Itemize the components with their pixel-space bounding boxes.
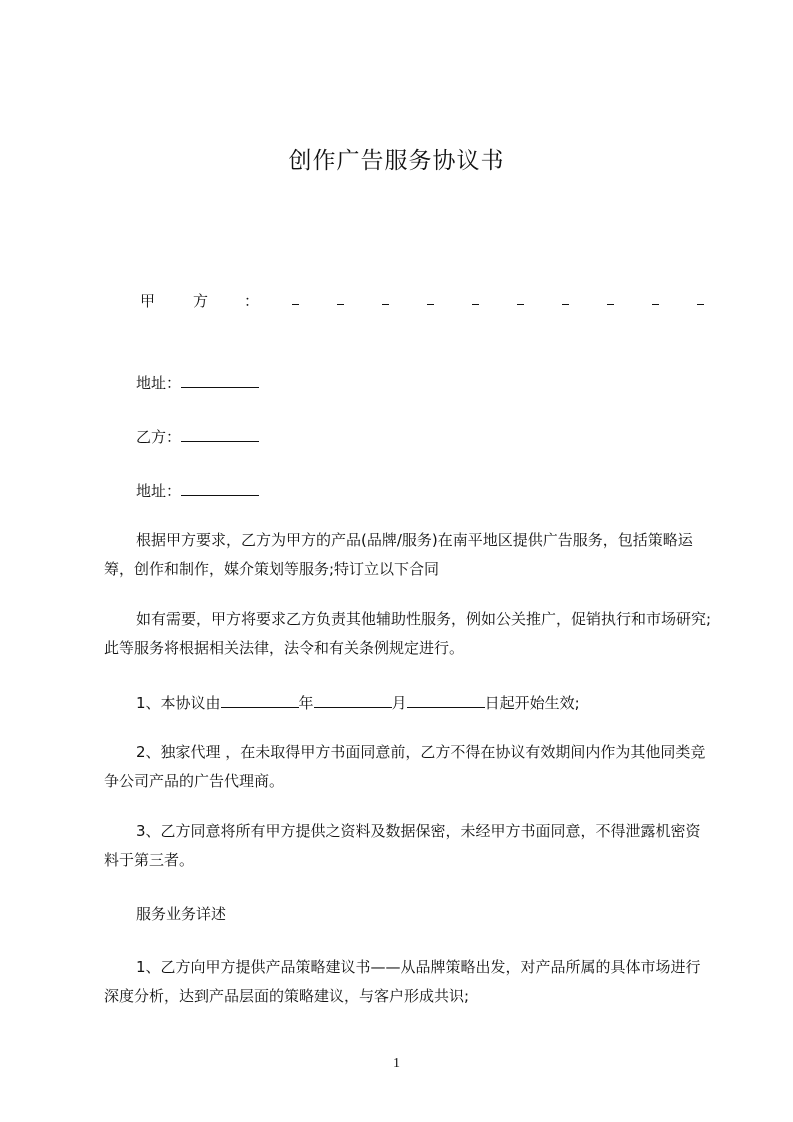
party-a-dash [607,290,614,305]
party-a-dash [562,290,569,305]
party-a-dash [697,290,704,305]
party-a-label-char1: 甲 [140,292,156,310]
party-b-line [136,426,259,447]
clause-1-year: 年 [298,694,314,712]
party-a-dash [427,290,434,305]
address-2-line [136,480,259,501]
clause-1-suffix: 日起开始生效; [484,694,580,712]
page-number: 1 [393,1056,400,1071]
clause-1-prefix: 1、本协议由 [136,694,221,712]
clause-2-paragraph: 2、独家代理 ，在未取得甲方书面同意前，乙方不得在协议有效期间内作为其他同类竞争公司产品的广告代理商。 [104,743,706,790]
clause-1-month-blank[interactable] [314,692,392,708]
clause-1-day-blank[interactable] [407,692,485,708]
address-2-label: 地址： [136,482,182,500]
party-b-label: 乙方： [136,428,182,446]
address-2-blank[interactable] [181,480,259,496]
address-1-label: 地址： [136,374,182,392]
clause-1-year-blank[interactable] [221,692,299,708]
party-a-colon: ： [244,292,260,310]
clause-3-paragraph: 3、乙方同意将所有甲方提供之资料及数据保密，未经甲方书面同意，不得泄露机密资料于第三者。 [104,822,701,869]
party-a-line [140,290,710,318]
extra-services-paragraph: 如有需要，甲方将要求乙方负责其他辅助性服务，例如公关推广，促销执行和市场研究; 此等服务将根据相关法律，法令和有关条例规定进行。 [104,610,712,657]
party-a-blank[interactable] [292,290,704,305]
party-b-blank[interactable] [181,426,259,442]
address-1-line [136,372,259,393]
party-a-label-char2: 方 [193,292,209,310]
clause-1-line [136,692,580,713]
party-a-dash [382,290,389,305]
party-a-dash [652,290,659,305]
party-a-dash [517,290,524,305]
party-a-dash [292,290,299,305]
service-1-paragraph: 1、乙方向甲方提供产品策略建议书——从品牌策略出发，对产品所属的具体市场进行深度分析，达到产品层面的策略建议，与客户形成共识; [104,958,701,1005]
section-heading: 服务业务详述 [136,905,227,923]
document-title: 创作广告服务协议书 [288,148,505,174]
party-a-dash [472,290,479,305]
party-a-dash [337,290,344,305]
clause-1-month: 月 [391,694,407,712]
intro-paragraph: 根据甲方要求，乙方为甲方的产品(品牌/服务)在南平地区提供广告服务，包括策略运筹，创作和制作，媒介策划等服务;特订立以下合同 [104,531,693,578]
address-1-blank[interactable] [181,372,259,388]
